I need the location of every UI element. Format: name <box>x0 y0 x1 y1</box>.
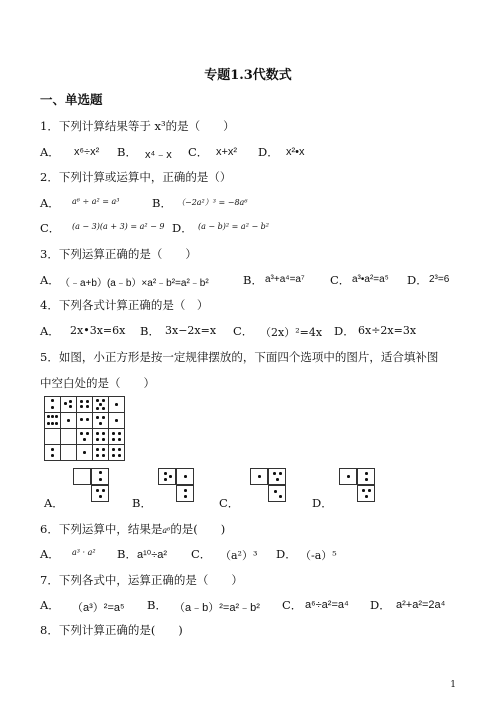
grid-cell <box>45 397 61 413</box>
q4-option-d-label: D． <box>334 324 355 338</box>
grid-cell <box>61 397 77 413</box>
grid-cell <box>109 429 125 445</box>
q6-option-d-label: D． <box>276 547 297 561</box>
q6-option-a-label: A． <box>40 547 60 561</box>
grid-cell <box>45 445 61 461</box>
q5-option-a-label: A． <box>44 496 64 510</box>
q7-option-c-label: C． <box>282 598 303 612</box>
q3-option-a: （﹣a+b）(a﹣b）×a²﹣b²=a²﹣b² <box>60 278 209 289</box>
grid-cell <box>61 413 77 429</box>
q6-stem-text: 6．下列运算中，结果是 <box>40 522 163 536</box>
q1-option-a: x⁶÷x² <box>74 146 100 158</box>
grid-cell-empty <box>61 445 77 461</box>
q2-option-d-label: D． <box>172 221 193 235</box>
q5-option-c-label: C． <box>219 496 240 510</box>
q3-option-c: a³•a²=a⁵ <box>352 274 389 285</box>
q7-option-b: （a﹣b）²=a²﹣b² <box>174 602 260 614</box>
q6-option-b-label: B． <box>117 547 137 561</box>
grid-cell-empty <box>45 429 61 445</box>
q1-option-b-label: B． <box>117 145 137 159</box>
question-1-stem: 1．下列计算结果等于 x³的是（ ） <box>40 119 235 133</box>
grid-cell <box>77 413 93 429</box>
q6-option-b: a¹⁰÷a² <box>137 549 168 561</box>
pattern-grid <box>44 396 125 461</box>
question-8-stem: 8．下列计算正确的是( ) <box>40 623 183 637</box>
grid-cell <box>77 429 93 445</box>
grid-cell <box>93 397 109 413</box>
q3-option-c-label: C． <box>330 273 351 287</box>
q1-option-b: x⁴﹣x <box>145 149 172 161</box>
q7-option-d: a²+a²=2a⁴ <box>396 599 446 611</box>
q4-option-b: 3x−2x=x <box>165 324 217 337</box>
q6-option-c: （a²）³ <box>220 549 258 562</box>
question-4-stem: 4．下列各式计算正确的是（ ） <box>40 298 209 312</box>
q1-option-d-label: D． <box>258 145 279 159</box>
q6-option-a: a³ · a² <box>72 548 96 557</box>
question-5-stem-line1: 5．如图，小正方形是按一定规律摆放的，下面四个选项中的图片，适合填补图 <box>40 350 439 364</box>
q4-option-d: 6x÷2x=3x <box>358 324 417 337</box>
q5-option-d-label: D． <box>312 496 333 510</box>
q6-option-d: （-a）⁵ <box>300 549 337 562</box>
q6-stem-end: 的是( ) <box>170 522 226 536</box>
q6-option-c-label: C． <box>191 547 212 561</box>
grid-cell <box>93 429 109 445</box>
question-3-stem: 3．下列运算正确的是（ ） <box>40 247 197 261</box>
q3-option-b: a³+a⁴=a⁷ <box>265 274 305 285</box>
q7-option-d-label: D． <box>370 598 391 612</box>
grid-cell <box>77 397 93 413</box>
page-number: 1 <box>450 680 456 690</box>
q3-option-a-label: A． <box>40 273 60 287</box>
grid-cell <box>45 413 61 429</box>
q2-option-b-label: B． <box>152 196 172 210</box>
q7-option-b-label: B． <box>147 598 167 612</box>
q2-option-c: (a − 3)(a + 3) = a² − 9 <box>72 222 165 231</box>
q3-option-b-label: B． <box>243 273 263 287</box>
q4-option-c: （2x）²=4x <box>260 326 323 339</box>
q2-option-c-label: C． <box>40 221 61 235</box>
question-2-stem: 2．下列计算或运算中，正确的是（） <box>40 170 232 184</box>
grid-cell <box>93 413 109 429</box>
q7-option-c: a⁶÷a²=a⁴ <box>305 599 349 611</box>
q4-option-a-label: A． <box>40 324 60 338</box>
q3-option-d-label: D． <box>407 273 428 287</box>
q1-option-c-label: C． <box>188 145 209 159</box>
q2-option-b: （−2a²）³ = −8a⁶ <box>177 198 248 207</box>
q1-option-d: x²•x <box>286 146 305 158</box>
question-6-stem <box>40 521 225 537</box>
q5-option-b-figure <box>158 468 194 502</box>
q5-option-d-figure <box>339 468 375 502</box>
q4-option-b-label: B． <box>140 324 160 338</box>
page-title: 专题1.3代数式 <box>204 68 292 83</box>
q5-option-a-figure <box>73 468 109 502</box>
q5-option-c-figure <box>250 468 286 502</box>
grid-cell <box>109 397 125 413</box>
question-5-stem-line2: 中空白处的是（ ） <box>40 376 155 390</box>
grid-cell <box>109 445 125 461</box>
question-7-stem: 7．下列各式中，运算正确的是（ ） <box>40 573 243 587</box>
q2-option-d: (a − b)² = a² − b² <box>198 222 270 231</box>
grid-cell <box>109 413 125 429</box>
section-heading: 一、单选题 <box>40 92 103 107</box>
q7-option-a-label: A． <box>40 598 60 612</box>
q2-option-a-label: A． <box>40 196 60 210</box>
q2-option-a: a⁶ ÷ a² = a³ <box>72 197 120 206</box>
q7-option-a: （a³）²=a⁵ <box>72 602 125 614</box>
q3-option-d: 2³=6 <box>429 274 450 285</box>
q6-stem-expression: a⁶ <box>162 526 171 535</box>
q5-option-b-label: B． <box>132 496 152 510</box>
grid-cell <box>93 445 109 461</box>
q1-option-a-label: A． <box>40 145 60 159</box>
q1-option-c: x+x² <box>216 146 238 158</box>
q4-option-c-label: C． <box>233 324 254 338</box>
grid-cell-empty <box>61 429 77 445</box>
q4-option-a: 2x•3x=6x <box>70 324 126 337</box>
grid-cell <box>77 445 93 461</box>
